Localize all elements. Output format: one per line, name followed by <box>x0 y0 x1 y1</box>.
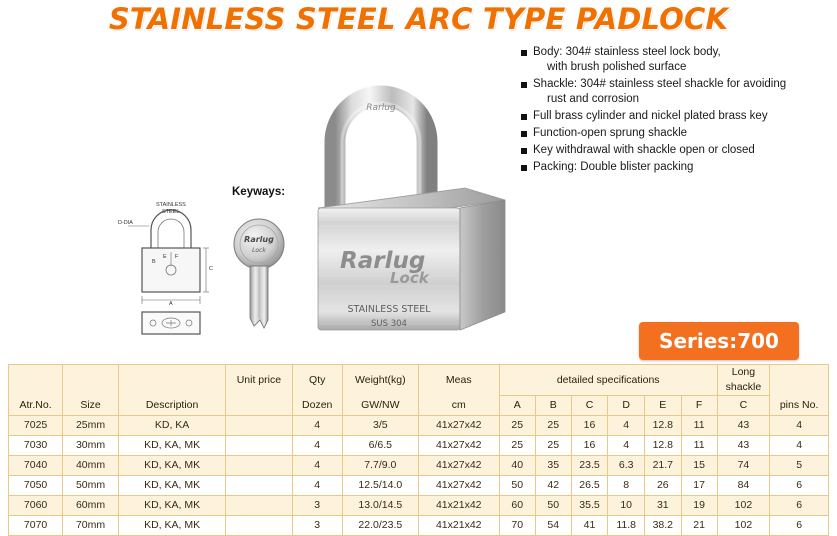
cell-meas: 41x21x42 <box>418 516 499 536</box>
feature-text: Packing: Double blister packing <box>533 161 694 173</box>
th-description: Description <box>118 396 225 416</box>
cell-c: 41 <box>571 516 608 536</box>
feature-text: Function-open sprung shackle <box>533 127 688 139</box>
table-header-row-2 <box>9 396 829 416</box>
table-row <box>9 496 829 516</box>
th-a: A <box>499 396 535 416</box>
dim-label-steel: STEEL <box>162 209 180 215</box>
list-item <box>521 109 833 124</box>
cell-pins: 6 <box>770 496 829 516</box>
svg-text:SUS 304: SUS 304 <box>371 319 407 329</box>
th-gw-nw: GW/NW <box>342 396 418 416</box>
list-item <box>521 143 833 158</box>
feature-line-continued: with brush polished surface <box>547 61 687 73</box>
cell-meas: 41x27x42 <box>418 436 499 456</box>
dim-label-b: B <box>152 259 156 265</box>
key-icon <box>228 208 292 340</box>
cell-qty: 4 <box>292 476 342 496</box>
cell-b: 42 <box>535 476 571 496</box>
table-row <box>9 476 829 496</box>
cell-atr-no: 7030 <box>9 436 63 456</box>
cell-size: 40mm <box>63 456 119 476</box>
page-title: STAINLESS STEEL ARC TYPE PADLOCK <box>108 2 729 36</box>
cell-meas: 41x27x42 <box>418 476 499 496</box>
th-cm: cm <box>418 396 499 416</box>
cell-e: 12.8 <box>644 416 681 436</box>
th-weight: Weight(kg) <box>342 365 418 396</box>
th-long-shackle: Long shackle <box>717 365 770 396</box>
svg-text:Lock: Lock <box>252 247 266 254</box>
cell-d: 11.8 <box>608 516 645 536</box>
feature-list <box>521 45 833 177</box>
cell-c: 16 <box>571 416 608 436</box>
cell-atr-no: 7060 <box>9 496 63 516</box>
cell-qty: 4 <box>292 416 342 436</box>
cell-atr-no: 7050 <box>9 476 63 496</box>
dim-label-d-dia: D-DIA <box>118 220 133 226</box>
th-d: D <box>608 396 645 416</box>
feature-text: Key withdrawal with shackle open or closed <box>533 144 755 156</box>
cell-atr-no: 7070 <box>9 516 63 536</box>
cell-pins: 4 <box>770 436 829 456</box>
cell-atr-no: 7025 <box>9 416 63 436</box>
feature-line-continued: rust and corrosion <box>547 93 640 105</box>
th-meas: Meas <box>418 365 499 396</box>
th-size-top <box>63 365 119 396</box>
cell-long-c: 102 <box>717 516 770 536</box>
th-long-c: C <box>717 396 770 416</box>
cell-unit-price <box>226 516 292 536</box>
table-header-row-1 <box>9 365 829 396</box>
cell-f: 21 <box>681 516 717 536</box>
cell-long-c: 43 <box>717 416 770 436</box>
list-item <box>521 45 833 75</box>
cell-b: 54 <box>535 516 571 536</box>
cell-d: 6.3 <box>608 456 645 476</box>
cell-e: 38.2 <box>644 516 681 536</box>
cell-f: 11 <box>681 416 717 436</box>
th-atr-no-top <box>9 365 63 396</box>
feature-text <box>533 77 833 107</box>
cell-description: KD, KA, MK <box>118 476 225 496</box>
cell-a: 50 <box>499 476 535 496</box>
cell-qty: 3 <box>292 496 342 516</box>
th-f: F <box>681 396 717 416</box>
cell-size: 30mm <box>63 436 119 456</box>
th-size: Size <box>63 396 119 416</box>
cell-f: 11 <box>681 436 717 456</box>
table-head <box>9 365 829 416</box>
th-e: E <box>644 396 681 416</box>
table-body <box>9 416 829 536</box>
cell-weight: 7.7/9.0 <box>342 456 418 476</box>
cell-c: 16 <box>571 436 608 456</box>
padlock-product-image <box>290 80 530 360</box>
cell-description: KD, KA, MK <box>118 436 225 456</box>
cell-a: 60 <box>499 496 535 516</box>
th-qty: Qty <box>292 365 342 396</box>
table-row <box>9 416 829 436</box>
th-atr-no: Atr.No. <box>9 396 63 416</box>
cell-a: 25 <box>499 436 535 456</box>
dim-label-a: A <box>169 301 173 307</box>
cell-meas: 41x27x42 <box>418 416 499 436</box>
feature-line: Shackle: 304# stainless steel shackle for avoiding <box>533 78 787 90</box>
cell-long-c: 43 <box>717 436 770 456</box>
cell-pins: 4 <box>770 416 829 436</box>
cell-a: 40 <box>499 456 535 476</box>
specification-table <box>8 364 829 536</box>
cell-b: 35 <box>535 456 571 476</box>
dim-label-stainless: STAINLESS <box>156 202 186 208</box>
cell-weight: 22.0/23.5 <box>342 516 418 536</box>
cell-qty: 3 <box>292 516 342 536</box>
cell-e: 26 <box>644 476 681 496</box>
svg-text:Rarlug: Rarlug <box>340 248 426 274</box>
cell-unit-price <box>226 496 292 516</box>
cell-weight: 3/5 <box>342 416 418 436</box>
cell-size: 25mm <box>63 416 119 436</box>
cell-b: 25 <box>535 416 571 436</box>
th-detailed-specifications: detailed specifications <box>499 365 717 396</box>
cell-unit-price <box>226 456 292 476</box>
cell-qty: 4 <box>292 436 342 456</box>
square-bullet-icon <box>521 50 527 56</box>
cell-f: 19 <box>681 496 717 516</box>
cell-description: KD, KA <box>118 416 225 436</box>
cell-long-c: 84 <box>717 476 770 496</box>
cell-size: 50mm <box>63 476 119 496</box>
list-item <box>521 77 833 107</box>
svg-text:Lock: Lock <box>390 269 429 287</box>
cell-a: 25 <box>499 416 535 436</box>
cell-a: 70 <box>499 516 535 536</box>
series-badge: Series:700 <box>639 322 799 360</box>
svg-text:Rarlug: Rarlug <box>366 103 396 113</box>
cell-c: 26.5 <box>571 476 608 496</box>
th-description-top <box>118 365 225 396</box>
padlock-icon <box>290 80 530 360</box>
dim-label-f: F <box>175 254 179 260</box>
feature-text: Full brass cylinder and nickel plated brass key <box>533 110 768 122</box>
cell-unit-price <box>226 476 292 496</box>
keyways-label: Keyways: <box>232 186 286 198</box>
cell-qty: 4 <box>292 456 342 476</box>
cell-f: 17 <box>681 476 717 496</box>
cell-unit-price <box>226 436 292 456</box>
cell-c: 35.5 <box>571 496 608 516</box>
th-b: B <box>535 396 571 416</box>
cell-pins: 6 <box>770 516 829 536</box>
feature-text <box>533 45 833 75</box>
dim-label-e: E <box>163 254 167 260</box>
th-unit-price: Unit price <box>226 365 292 396</box>
cell-b: 25 <box>535 436 571 456</box>
th-unit-price-sub <box>226 396 292 416</box>
cell-d: 10 <box>608 496 645 516</box>
cell-weight: 6/6.5 <box>342 436 418 456</box>
cell-d: 4 <box>608 416 645 436</box>
cell-e: 12.8 <box>644 436 681 456</box>
technical-drawing <box>118 196 228 344</box>
cell-e: 21.7 <box>644 456 681 476</box>
svg-text:Rarlug: Rarlug <box>244 235 274 244</box>
table-row <box>9 516 829 536</box>
cell-size: 60mm <box>63 496 119 516</box>
cell-meas: 41x21x42 <box>418 496 499 516</box>
cell-long-c: 102 <box>717 496 770 516</box>
th-dozen: Dozen <box>292 396 342 416</box>
spec-table <box>8 364 829 536</box>
list-item <box>521 126 833 141</box>
cell-unit-price <box>226 416 292 436</box>
cell-d: 8 <box>608 476 645 496</box>
feature-line: Body: 304# stainless steel lock body, <box>533 46 721 58</box>
cell-weight: 12.5/14.0 <box>342 476 418 496</box>
svg-text:STAINLESS STEEL: STAINLESS STEEL <box>347 304 431 315</box>
cell-long-c: 74 <box>717 456 770 476</box>
key-image <box>228 208 292 340</box>
cell-description: KD, KA, MK <box>118 456 225 476</box>
cell-weight: 13.0/14.5 <box>342 496 418 516</box>
dim-label-c: C <box>209 266 213 272</box>
th-pins-top <box>770 365 829 396</box>
cell-c: 23.5 <box>571 456 608 476</box>
cell-pins: 5 <box>770 456 829 476</box>
table-row <box>9 436 829 456</box>
cell-f: 15 <box>681 456 717 476</box>
cell-meas: 41x27x42 <box>418 456 499 476</box>
list-item <box>521 160 833 175</box>
cell-d: 4 <box>608 436 645 456</box>
cell-description: KD, KA, MK <box>118 516 225 536</box>
table-row <box>9 456 829 476</box>
cell-e: 31 <box>644 496 681 516</box>
cell-size: 70mm <box>63 516 119 536</box>
cell-atr-no: 7040 <box>9 456 63 476</box>
cell-pins: 6 <box>770 476 829 496</box>
cell-b: 50 <box>535 496 571 516</box>
cell-description: KD, KA, MK <box>118 496 225 516</box>
th-c: C <box>571 396 608 416</box>
th-pins: pins No. <box>770 396 829 416</box>
